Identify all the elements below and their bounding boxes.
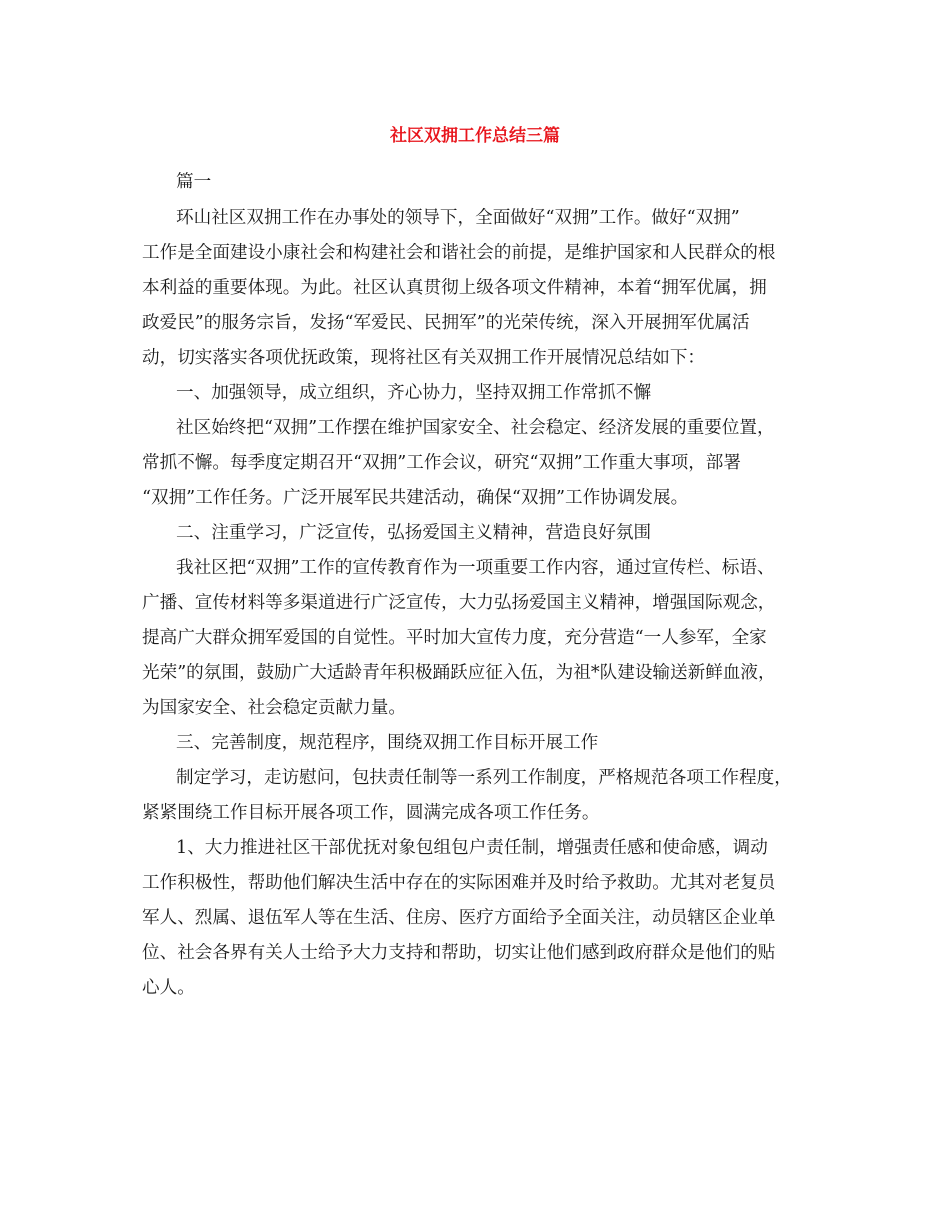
paragraph-line: 紧紧围绕工作目标开展各项工作，圆满完成各项工作任务。 (142, 803, 600, 823)
paragraph-line: 环山社区双拥工作在办事处的领导下，全面做好“双拥”工作。做好“双拥” (176, 208, 740, 228)
paragraph-line: 社区始终把“双拥”工作摆在维护国家安全、社会稳定、经济发展的重要位置， (176, 418, 775, 438)
paragraph-line: 工作积极性，帮助他们解决生活中存在的实际困难并及时给予救助。尤其对老复员 (142, 873, 776, 893)
paragraph-line: 军人、烈属、退伍军人等在生活、住房、医疗方面给予全面关注，动员辖区企业单 (142, 908, 776, 928)
paragraph-line: 为国家安全、社会稳定贡献力量。 (142, 698, 406, 718)
paragraph-line: 位、社会各界有关人士给予大力支持和帮助，切实让他们感到政府群众是他们的贴 (142, 943, 776, 963)
paragraph-line: 常抓不懈。每季度定期召开“双拥”工作会议，研究“双拥”工作重大事项，部署 (142, 453, 741, 473)
section-heading: 三、完善制度，规范程序，围绕双拥工作目标开展工作 (176, 733, 599, 753)
paragraph-line: 政爱民”的服务宗旨，发扬“军爱民、民拥军”的光荣传统，深入开展拥军优属活 (142, 313, 750, 333)
paragraph-line: 制定学习，走访慰问，包扶责任制等一系列工作制度，严格规范各项工作程度， (176, 768, 792, 788)
paragraph-line: 提高广大群众拥军爱国的自觉性。平时加大宣传力度，充分营造“一人参军，全家 (142, 628, 767, 648)
paragraph-line: 光荣”的氛围，鼓励广大适龄青年积极踊跃应征入伍，为祖*队建设输送新鲜血液， (142, 663, 776, 683)
section-heading: 一、加强领导，成立组织，齐心协力，坚持双拥工作常抓不懈 (176, 383, 652, 403)
paragraph-line: 心人。 (142, 978, 195, 998)
paragraph-line: “双拥”工作任务。广泛开展军民共建活动，确保“双拥”工作协调发展。 (142, 488, 689, 508)
section-heading: 二、注重学习，广泛宣传，弘扬爱国主义精神，营造良好氛围 (176, 523, 652, 543)
paragraph-line: 动，切实落实各项优抚政策，现将社区有关双拥工作开展情况总结如下： (142, 348, 706, 368)
section-label: 篇一 (176, 172, 212, 192)
paragraph-line: 广播、宣传材料等多渠道进行广泛宣传，大力弘扬爱国主义精神，增强国际观念， (142, 593, 776, 613)
document-title: 社区双拥工作总结三篇 (390, 126, 560, 146)
paragraph-line: 1、大力推进社区干部优抚对象包组包户责任制，增强责任感和使命感，调动 (176, 838, 768, 858)
paragraph-line: 本利益的重要体现。为此。社区认真贯彻上级各项文件精神，本着“拥军优属，拥 (142, 278, 767, 298)
paragraph-line: 工作是全面建设小康社会和构建社会和谐社会的前提，是维护国家和人民群众的根 (142, 243, 776, 263)
paragraph-line: 我社区把“双拥”工作的宣传教育作为一项重要工作内容，通过宣传栏、标语、 (176, 558, 775, 578)
